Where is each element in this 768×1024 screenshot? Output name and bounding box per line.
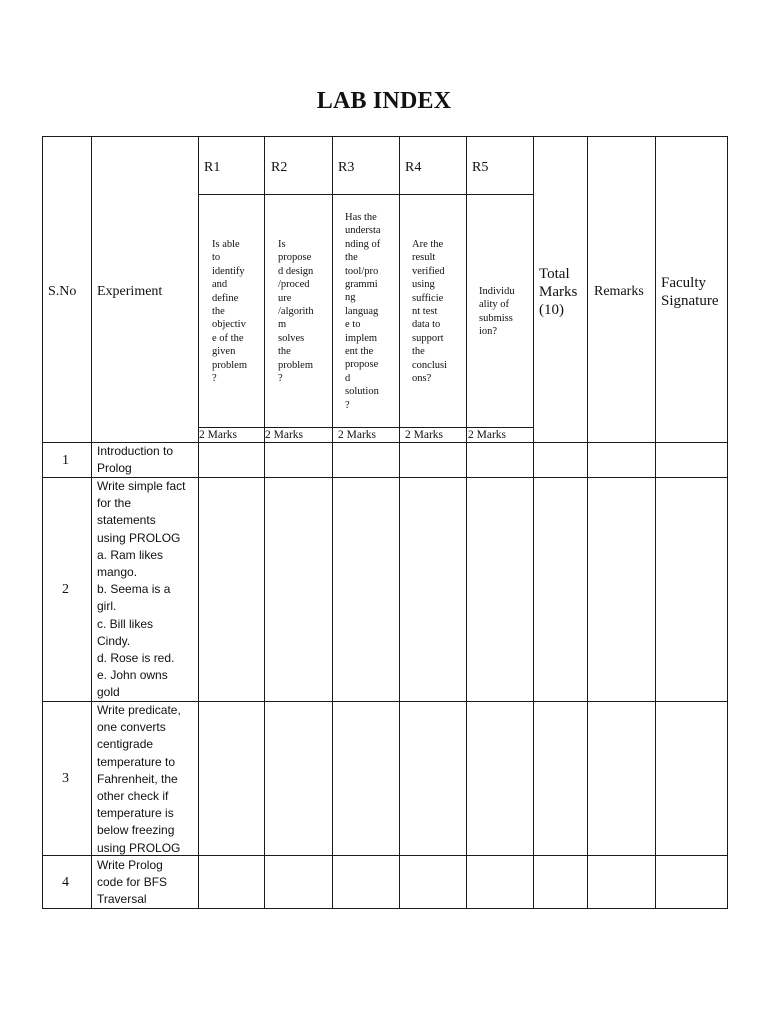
col-divider-r1 — [264, 136, 265, 909]
row-2-experiment: Write simple fact for the statements using PROLOG a. Ram likes mango. b. Seema is a girl. c. Bill likes Cindy. d. Rose is red. e. John owns gold — [97, 479, 186, 700]
row-3-sno: 3 — [62, 771, 69, 786]
header-experiment: Experiment — [97, 284, 163, 299]
col-divider-sno — [91, 136, 92, 909]
rubric-r4-marks: 2 Marks — [405, 429, 444, 441]
rubric-r2-code: R2 — [271, 160, 288, 175]
rubric-r2-description: Is propose d design /proced ure /algorith m solves the problem ? — [278, 239, 314, 385]
header-faculty-signature: Faculty Signature — [661, 275, 719, 309]
table-top-border — [42, 136, 727, 137]
col-divider-remarks — [655, 136, 656, 909]
rubric-r5-description: Individu ality of submiss ion? — [479, 286, 515, 338]
rubric-r4-description: Are the result verified using sufficie nt test data to support the conclusi ons? — [412, 239, 447, 385]
page-title: LAB INDEX — [316, 88, 452, 114]
row-1-sno: 1 — [62, 453, 69, 468]
rubric-r5-marks: 2 Marks — [468, 429, 507, 441]
rubric-r3-description: Has the understa nding of the tool/pro grammi ng languag e to implem ent the propose d solution ? — [345, 212, 381, 411]
row-1-experiment: Introduction to Prolog — [97, 444, 174, 476]
row-2-sno: 2 — [62, 582, 69, 597]
rubric-r1-code: R1 — [204, 160, 221, 175]
table-right-border — [727, 136, 728, 909]
rubric-r1-marks: 2 Marks — [199, 429, 238, 441]
rubric-r5-code: R5 — [472, 160, 489, 175]
header-remarks: Remarks — [594, 284, 644, 299]
col-divider-r5 — [533, 136, 534, 909]
col-divider-r3 — [399, 136, 400, 909]
row-4-experiment: Write Prolog code for BFS Traversal — [97, 858, 168, 907]
rubric-r2-marks: 2 Marks — [265, 429, 304, 441]
rubric-r3-marks: 2 Marks — [338, 429, 377, 441]
header-total-marks: Total Marks (10) — [539, 266, 578, 318]
row-3-experiment: Write predicate, one converts centigrade temperature to Fahrenheit, the other check if temperature is below freezing using PROLOG — [97, 703, 181, 855]
rubric-r4-code: R4 — [405, 160, 422, 175]
col-divider-total — [587, 136, 588, 909]
rubric-r1-description: Is able to identify and define the objectiv e of the given problem ? — [212, 239, 247, 385]
rubric-r3-code: R3 — [338, 160, 355, 175]
rubric-code-divider — [198, 194, 534, 195]
header-sno: S.No — [48, 284, 77, 299]
row-4-sno: 4 — [62, 875, 69, 890]
rubric-marks-divider — [198, 427, 534, 428]
col-divider-experiment — [198, 136, 199, 909]
table-left-border — [42, 136, 43, 909]
col-divider-r2 — [332, 136, 333, 909]
col-divider-r4 — [466, 136, 467, 909]
